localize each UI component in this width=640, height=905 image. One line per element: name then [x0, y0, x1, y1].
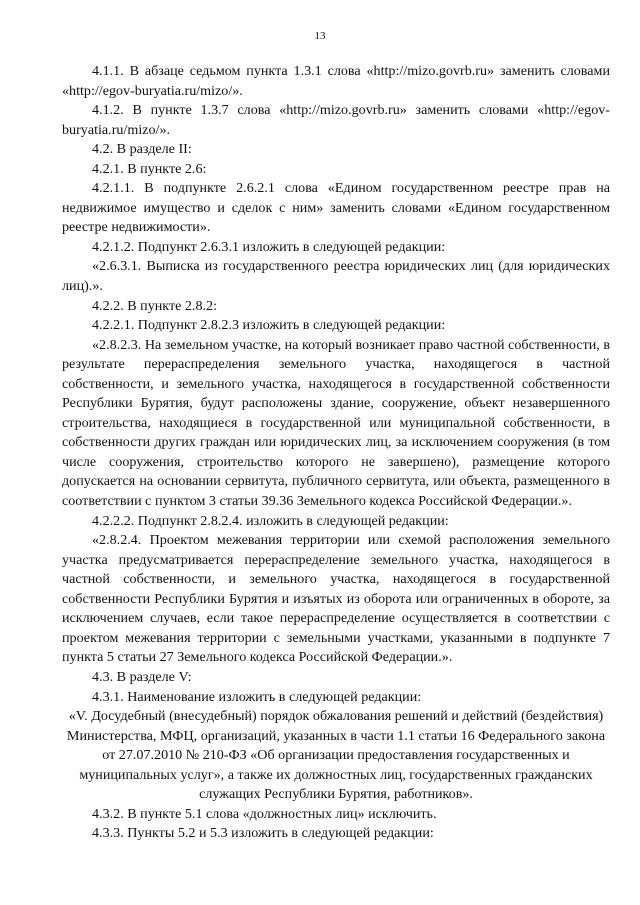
quote-2-6-3-1: «2.6.3.1. Выписка из государственного реестра юридических лиц (для юридических лиц).».	[62, 258, 610, 295]
paragraph-4-2-1-2: 4.2.1.2. Подпункт 2.6.3.1 изложить в следующей редакции:	[92, 238, 446, 255]
paragraph-4-2-1-1: 4.2.1.1. В подпункте 2.6.2.1 слова «Едином государственном реестре прав на недвижимое имущество и сделок с ним» заменить словами «Едином государственном реестре недвижимости».	[62, 180, 610, 236]
section-v-title: «V. Досудебный (внесудебный) порядок обжалования решений и действий (бездействия) Министерства, МФЦ, организаций, указанных в части 1.1 статьи 16 Федерального закона от 27.07.2010 № 210-ФЗ «Об организации предоставления государственных и муниципальных услуг», а также их должностных лиц, государственных гражданских служащих Республики Бурятия, работников».	[66, 708, 606, 803]
paragraph-4-3-1: 4.3.1. Наименование изложить в следующей редакции:	[92, 688, 422, 705]
paragraph-4-2-2-2: 4.2.2.2. Подпункт 2.8.2.4. изложить в следующей редакции:	[92, 512, 449, 529]
paragraph-4-3: 4.3. В разделе V:	[92, 668, 192, 685]
paragraph-4-3-2: 4.3.2. В пункте 5.1 слова «должностных лиц» исключить.	[92, 805, 437, 822]
paragraph-4-1-1: 4.1.1. В абзаце седьмом пункта 1.3.1 слова «http://mizo.govrb.ru» заменить словами «http://egov-buryatia.ru/mizo/».	[62, 63, 610, 99]
paragraph-4-3-3: 4.3.3. Пункты 5.2 и 5.3 изложить в следующей редакции:	[92, 825, 434, 842]
document-body	[62, 62, 610, 844]
quote-2-8-2-4: «2.8.2.4. Проектом межевания территории или схемой расположения земельного участка предусматривается перераспределение земельного участка, находящегося в частной собственности, и земельного участка, находящегося в государственной собственности Республики Бурятия и изъятых из оборота или ограниченных в обороте, за исключением случаев, если такое перераспределение осуществляется в соответствии с проектом межевания территории с земельными участками, указанными в подпункте 7 пункта 5 статьи 27 Земельного кодекса Российской Федерации.».	[62, 532, 610, 666]
paragraph-4-1-2: 4.1.2. В пункте 1.3.7 слова «http://mizo.govrb.ru» заменить словами «http://egov-buryatia.ru/mizo/».	[62, 102, 610, 138]
paragraph-4-2: 4.2. В разделе II:	[92, 141, 192, 158]
paragraph-4-2-2: 4.2.2. В пункте 2.8.2:	[92, 297, 217, 314]
paragraph-4-2-1: 4.2.1. В пункте 2.6:	[92, 160, 207, 177]
paragraph-4-2-2-1: 4.2.2.1. Подпункт 2.8.2.3 изложить в следующей редакции:	[92, 317, 446, 334]
quote-2-8-2-3: «2.8.2.3. На земельном участке, на который возникает право частной собственности, в результате перераспределения земельного участка, находящегося в частной собственности, и земельного участка, находящегося в государственной собственности Республики Бурятия, будут расположены здание, сооружение, объект незавершенного строительства, находящиеся в государственной или муниципальной собственности, в собственности других граждан или юридических лиц, за исключением сооружения (в том числе сооружения, строительство которого не завершено), размещение которого допускается на основании сервитута, публичного сервитута, или объекта, размещенного в соответствии с пунктом 3 статьи 39.36 Земельного кодекса Российской Федерации.».	[62, 336, 610, 510]
page-number: 13	[314, 30, 326, 42]
